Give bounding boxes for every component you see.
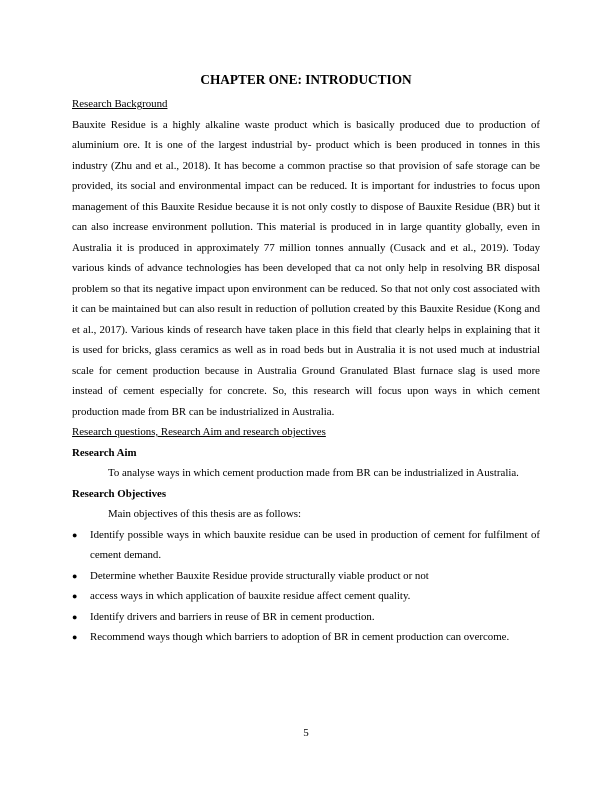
document-page: [72, 70, 540, 648]
research-objectives-intro: Main objectives of this thesis are as follows:: [108, 508, 302, 520]
bullet-icon: ●: [72, 570, 78, 581]
objective-text: access ways in which application of bauxite residue affect cement quality.: [90, 590, 411, 602]
bullet-icon: ●: [72, 632, 78, 642]
objective-item: [72, 627, 540, 648]
objectives-list: [72, 525, 540, 648]
research-objectives-heading: Research Objectives: [72, 487, 167, 500]
objective-text: Identify possible ways in which bauxite residue can be used in production of cement for fulfilment of cement demand.: [90, 528, 540, 561]
bullet-icon: ●: [72, 529, 78, 540]
objective-text: Identify drivers and barriers in reuse of BR in cement production.: [90, 610, 375, 623]
objective-item: [72, 525, 540, 566]
objective-text: Recommend ways though which barriers to adoption of BR in cement production can overcome.: [90, 631, 510, 643]
objective-text: Determine whether Bauxite Residue provide structurally viable product or not: [90, 569, 429, 582]
page-number: 5: [303, 727, 309, 739]
objective-item: [72, 566, 540, 587]
research-questions-heading: Research questions, Research Aim and research objectives: [72, 426, 326, 438]
objective-item: [72, 607, 540, 628]
research-background-paragraph: Bauxite Residue is a highly alkaline waste product which is basically produced due to production of aluminium ore. It is one of the largest industrial by- product which is been produced in tonnes in this industry (Zhu and et al., 2018). It has become a common practise so that provision of safe storage can be provided, its social and environmental impact can be reduced. It is important for industries to focus upon management of this Bauxite Residue because it is not only costly to dispose of Bauxite Residue (BR) but it can also increase environment pollution. This material is produced in in large quantity globally, even in Australia it is produced in approximately 77 million tonnes annually (Cusack and et al., 2019). Today various kinds of advance technologies has been developed that ca not only help in resolving BR disposal problem so that its negative impact upon environment can be reduced. So that not only cost associated with it can be maintained but can also result in reduction of pollution created by this Bauxite Residue (Kong and et al., 2017). Various kinds of research have taken place in this field that clearly helps in explaining that it is used for bricks, glass ceramics as well as in road beds but in Australia it is not used much at industrial scale for cement production because in Australia Ground Granulated Blast furnace slag is used more instead of cement especially for concrete. So, this research will focus upon ways in which cement production made from BR can be industrialized in Australia.: [72, 118, 540, 418]
research-aim-text: To analyse ways in which cement production made from BR can be industrialized in Australia.: [108, 467, 519, 479]
research-aim-heading: Research Aim: [72, 446, 137, 459]
chapter-title: CHAPTER ONE: INTRODUCTION: [200, 72, 412, 87]
research-background-heading: Research Background: [72, 98, 168, 110]
bullet-icon: ●: [72, 611, 78, 622]
bullet-icon: ●: [72, 591, 78, 601]
objective-item: [72, 586, 540, 607]
